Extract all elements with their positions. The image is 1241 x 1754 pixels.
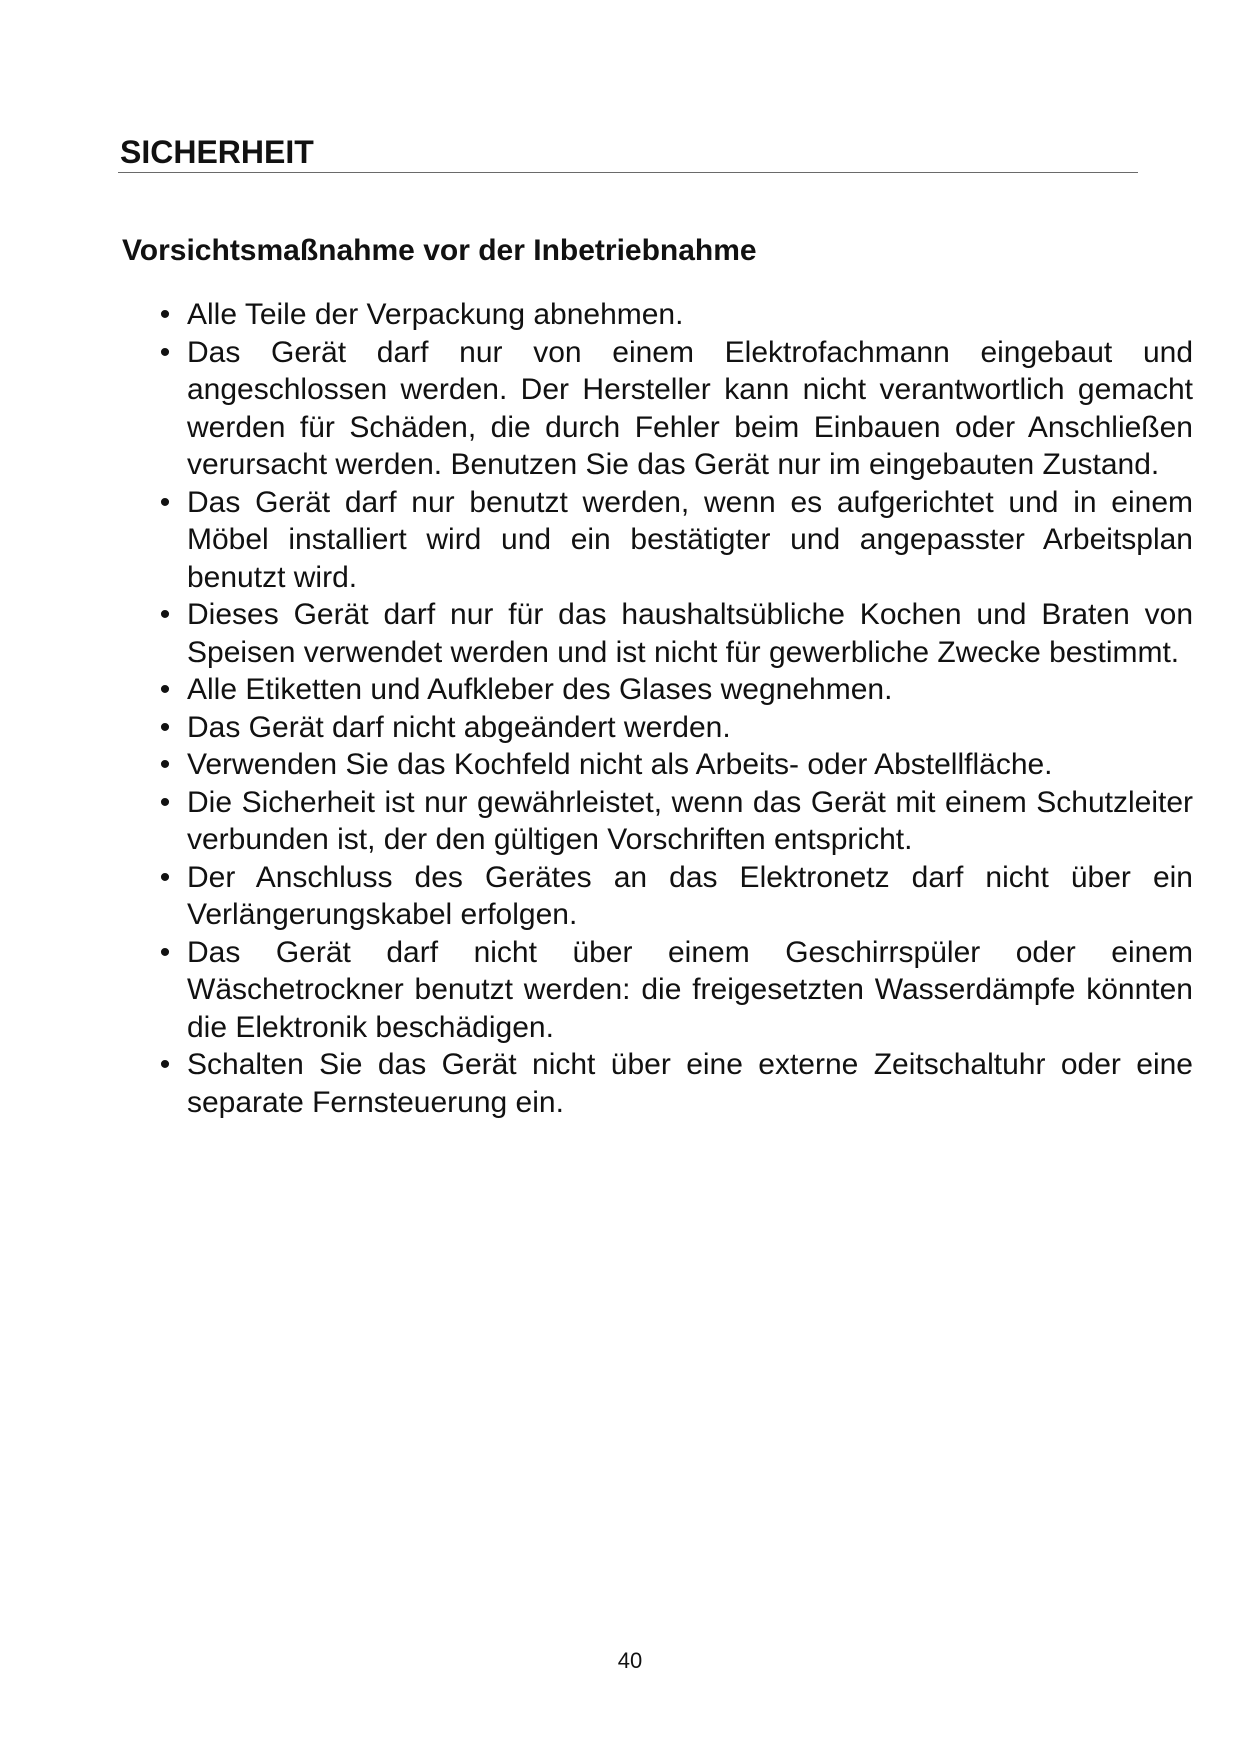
- list-item-text: Das Gerät darf nur benutzt werden, wenn es aufgerichtet und in einem Möbel installiert wird und ein bestätigter und angepasster Arbeitsplan benutzt wird.: [187, 485, 1193, 594]
- list-item-text: Der Anschluss des Gerätes an das Elektronetz darf nicht über ein Verlängerungskabel erfolgen.: [187, 860, 1193, 931]
- section-title: SICHERHEIT: [120, 134, 314, 170]
- bullet-icon: •: [159, 1048, 171, 1081]
- list-item: [155, 784, 1193, 859]
- list-item-text: Alle Etiketten und Aufkleber des Glases wegnehmen.: [187, 673, 893, 706]
- list-item: [155, 671, 1193, 709]
- precautions-list: [155, 296, 1193, 1121]
- bullet-icon: •: [159, 485, 171, 519]
- bullet-icon: •: [159, 298, 171, 331]
- bullet-icon: •: [159, 860, 171, 894]
- list-item-text: Schalten Sie das Gerät nicht über eine externe Zeitschaltuhr oder eine separate Fernsteuerung ein.: [187, 1048, 1193, 1119]
- bullet-icon: •: [159, 935, 171, 969]
- list-item-text: Alle Teile der Verpackung abnehmen.: [187, 298, 684, 331]
- list-item: [155, 596, 1193, 671]
- bullet-icon: •: [159, 673, 171, 706]
- list-item: [155, 484, 1193, 597]
- bullet-icon: •: [159, 785, 171, 819]
- bullet-icon: •: [159, 335, 171, 369]
- list-item: [155, 746, 1193, 784]
- list-item-text: Dieses Gerät darf nur für das haushaltsübliche Kochen und Braten von Speisen verwendet werden und ist nicht für gewerbliche Zwecke bestimmt.: [187, 598, 1193, 669]
- list-item-text: Das Gerät darf nur von einem Elektrofachmann eingebaut und angeschlossen werden. Der Hersteller kann nicht verantwortlich gemacht werden für Schäden, die durch Fehler beim Einbauen oder Anschließen verursacht werden. Benutzen Sie das Gerät nur im eingebauten Zustand.: [187, 335, 1193, 481]
- list-item-text: Die Sicherheit ist nur gewährleistet, wenn das Gerät mit einem Schutzleiter verbunden ist, der den gültigen Vorschriften entspricht.: [187, 785, 1193, 856]
- list-item: [155, 296, 1193, 334]
- list-item: [155, 1046, 1193, 1121]
- list-item-text: Verwenden Sie das Kochfeld nicht als Arbeits- oder Abstellfläche.: [187, 748, 1053, 781]
- bullet-icon: •: [159, 710, 171, 744]
- bullet-icon: •: [159, 598, 171, 631]
- subheading: Vorsichtsmaßnahme vor der Inbetriebnahme: [122, 234, 757, 267]
- list-item: [155, 709, 1193, 747]
- bullet-icon: •: [159, 748, 171, 781]
- list-item: [155, 334, 1193, 484]
- list-item: [155, 934, 1193, 1047]
- page-number: 40: [617, 1648, 643, 1673]
- list-item: [155, 859, 1193, 934]
- list-item-text: Das Gerät darf nicht über einem Geschirrspüler oder einem Wäschetrockner benutzt werden: die freigesetzten Wasserdämpfe könnten die Elektronik beschädigen.: [187, 935, 1193, 1044]
- list-item-text: Das Gerät darf nicht abgeändert werden.: [187, 710, 731, 744]
- title-underline: [118, 172, 1138, 173]
